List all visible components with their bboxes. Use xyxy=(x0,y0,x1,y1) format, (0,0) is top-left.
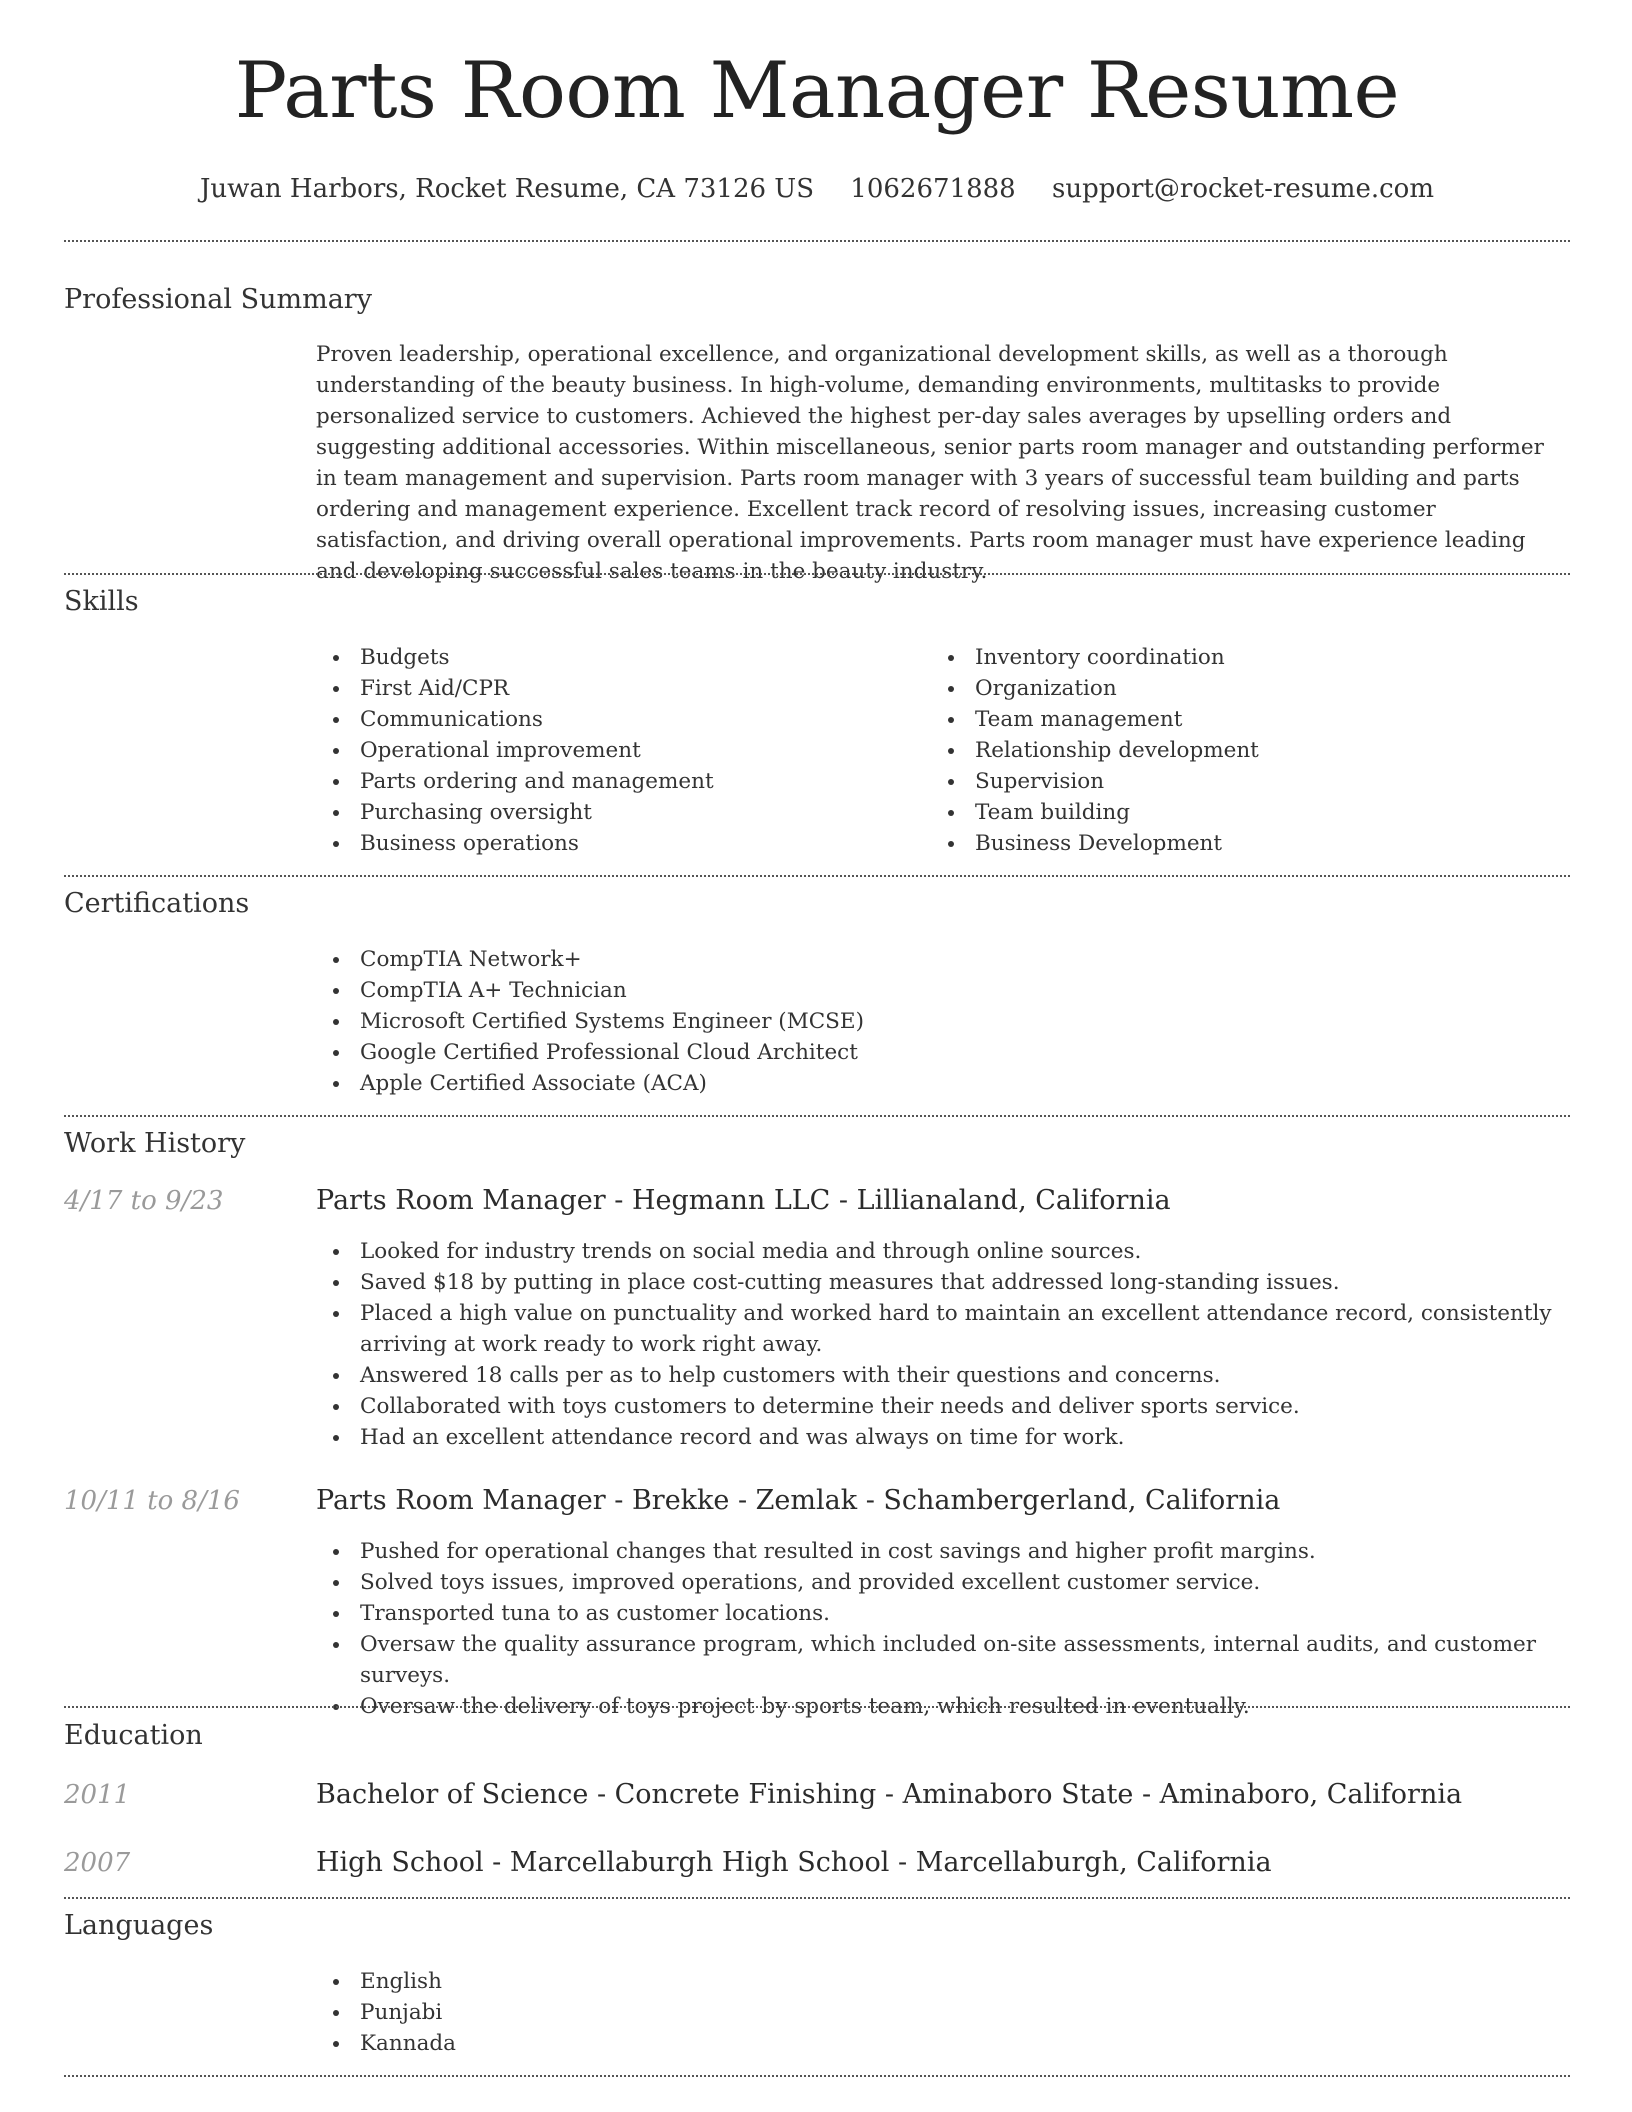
summary-text: Proven leadership, operational excellence, and organizational development skills, as well as a thorough understanding of the beauty business. In high-volume, demanding environments, multitasks to provide personalized service to customers. Achieved the highest per-day sales averages by upselling orders and suggesting additional accessories. Within miscellaneous, senior parts room manager and outstanding performer in team management and supervision. Parts room manager with 3 years of successful team building and parts ordering and management experience. Excellent track record of resolving issues, increasing customer satisfaction, and driving overall operational improvements. Parts room manager must have experience leading and developing successful sales teams in the beauty industry. xyxy=(316,342,1544,584)
section-heading-skills: Skills xyxy=(64,586,139,617)
job-bullet: Transported tuna to as customer locations. xyxy=(316,1598,1570,1629)
job-dates: 4/17 to 9/23 xyxy=(64,1186,224,1216)
job-bullets xyxy=(316,1536,1570,1722)
education-entry: High School - Marcellaburgh High School - Marcellaburgh, California xyxy=(316,1847,1272,1878)
section-heading-certifications: Certifications xyxy=(64,888,250,919)
certification-item: CompTIA Network+ xyxy=(316,944,1570,975)
certifications-list xyxy=(316,944,1570,1099)
education-year: 2007 xyxy=(64,1848,131,1878)
job-bullet: Oversaw the quality assurance program, which included on-site assessments, internal audits, and customer surveys. xyxy=(316,1629,1570,1691)
divider xyxy=(64,875,1570,877)
contact-line xyxy=(64,174,1570,204)
contact-address: Juwan Harbors, Rocket Resume, CA 73126 US xyxy=(199,174,815,204)
job-bullet: Answered 18 calls per as to help customers with their questions and concerns. xyxy=(316,1360,1570,1391)
education-year: 2011 xyxy=(64,1780,131,1810)
skill-item: Business Development xyxy=(931,828,1531,859)
divider xyxy=(64,1115,1570,1117)
job-bullets xyxy=(316,1236,1570,1453)
contact-phone: 1062671888 xyxy=(850,174,1016,204)
skill-item: Team building xyxy=(931,797,1531,828)
language-item: Punjabi xyxy=(316,1997,1570,2028)
certification-item: Apple Certified Associate (ACA) xyxy=(316,1068,1570,1099)
skill-item: Communications xyxy=(316,704,916,735)
skill-item: Inventory coordination xyxy=(931,642,1531,673)
languages-list xyxy=(316,1966,1570,2059)
section-heading-summary: Professional Summary xyxy=(64,284,372,315)
skill-item: Budgets xyxy=(316,642,916,673)
skill-item: Relationship development xyxy=(931,735,1531,766)
job-bullet: Saved $18 by putting in place cost-cutting measures that addressed long-standing issues. xyxy=(316,1267,1570,1298)
divider xyxy=(64,2075,1570,2077)
divider xyxy=(64,1706,1570,1708)
certification-item: Google Certified Professional Cloud Architect xyxy=(316,1037,1570,1068)
education-entry: Bachelor of Science - Concrete Finishing - Aminaboro State - Aminaboro, California xyxy=(316,1779,1463,1810)
job-bullet: Pushed for operational changes that resulted in cost savings and higher profit margins. xyxy=(316,1536,1570,1567)
job-title: Parts Room Manager - Brekke - Zemlak - Schambergerland, California xyxy=(316,1485,1281,1516)
job-dates: 10/11 to 8/16 xyxy=(64,1486,240,1516)
skill-item: First Aid/CPR xyxy=(316,673,916,704)
job-bullet: Oversaw the delivery of toys project by sports team, which resulted in eventually. xyxy=(316,1691,1570,1722)
job-bullet: Placed a high value on punctuality and worked hard to maintain an excellent attendance record, consistently arriving at work ready to work right away. xyxy=(316,1298,1570,1360)
job-bullet: Looked for industry trends on social media and through online sources. xyxy=(316,1236,1570,1267)
divider xyxy=(64,240,1570,242)
divider xyxy=(64,1897,1570,1899)
skill-item: Purchasing oversight xyxy=(316,797,916,828)
skill-item: Business operations xyxy=(316,828,916,859)
skill-item: Supervision xyxy=(931,766,1531,797)
language-item: Kannada xyxy=(316,2028,1570,2059)
job-title: Parts Room Manager - Hegmann LLC - Lillianaland, California xyxy=(316,1185,1171,1216)
language-item: English xyxy=(316,1966,1570,1997)
skills-left-column xyxy=(316,642,916,859)
section-heading-work-history: Work History xyxy=(64,1128,246,1159)
skills-right-column xyxy=(931,642,1531,859)
skill-item: Team management xyxy=(931,704,1531,735)
section-heading-education: Education xyxy=(64,1720,203,1751)
job-bullet: Had an excellent attendance record and was always on time for work. xyxy=(316,1422,1570,1453)
skill-item: Operational improvement xyxy=(316,735,916,766)
divider xyxy=(64,573,1570,575)
certification-item: CompTIA A+ Technician xyxy=(316,975,1570,1006)
section-heading-languages: Languages xyxy=(64,1910,214,1941)
job-bullet: Collaborated with toys customers to determine their needs and deliver sports service. xyxy=(316,1391,1570,1422)
job-bullet: Solved toys issues, improved operations, and provided excellent customer service. xyxy=(316,1567,1570,1598)
page-title: Parts Room Manager Resume xyxy=(234,46,1400,136)
skill-item: Parts ordering and management xyxy=(316,766,916,797)
contact-email: support@rocket-resume.com xyxy=(1051,174,1434,204)
certification-item: Microsoft Certified Systems Engineer (MCSE) xyxy=(316,1006,1570,1037)
skill-item: Organization xyxy=(931,673,1531,704)
